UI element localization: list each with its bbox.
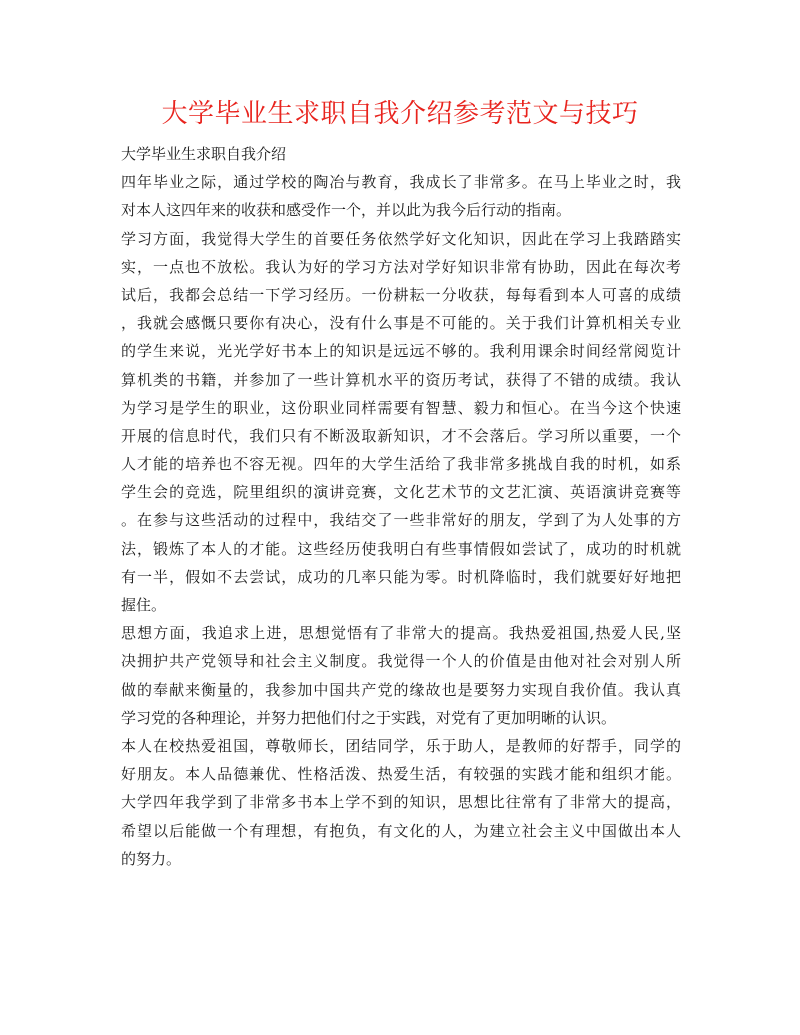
text-line: 希望以后能做一个有理想，有抱负，有文化的人，为建立社会主义中国做出本人 <box>121 821 681 840</box>
text-line: 学习党的各种理论，并努力把他们付之于实践，对党有了更加明晰的认识。 <box>121 708 617 727</box>
document-title: 大学毕业生求职自我介绍参考范文与技巧 <box>161 99 639 129</box>
text-line: 开展的信息时代，我们只有不断汲取新知识，才不会落后。学习所以重要，一个 <box>121 426 681 445</box>
text-line: 的努力。 <box>121 849 182 868</box>
text-line: 。在参与这些活动的过程中，我结交了一些非常好的朋友，学到了为人处事的方 <box>121 511 681 530</box>
text-line: 对本人这四年来的收获和感受作一个，并以此为我今后行动的指南。 <box>121 201 572 220</box>
text-line: 大学四年我学到了非常多书本上学不到的知识，思想比往常有了非常大的提高， <box>121 793 681 812</box>
text-line: 思想方面，我追求上进，思想觉悟有了非常大的提高。我热爱祖国,热爱人民,坚 <box>121 624 681 643</box>
text-line: 握住。 <box>121 596 167 614</box>
document-body <box>121 140 681 873</box>
text-line: 做的奉献来衡量的，我参加中国共产党的缘故也是要努力实现自我价值。我认真 <box>121 680 681 699</box>
text-line: 四年毕业之际，通过学校的陶冶与教育，我成长了非常多。在马上毕业之时，我 <box>121 173 681 192</box>
text-line: 试后，我都会总结一下学习经历。一份耕耘一分收获，每每看到本人可喜的成绩 <box>121 285 681 304</box>
text-line: 好朋友。本人品德兼优、性格活泼、热爱生活，有较强的实践才能和组织才能。 <box>121 765 681 784</box>
text-line: 人才能的培养也不容无视。四年的大学生活给了我非常多挑战自我的时机，如系 <box>121 455 681 474</box>
text-line: 法，锻炼了本人的才能。这些经历使我明白有些事情假如尝试了，成功的时机就 <box>121 539 681 558</box>
text-line: ，我就会感慨只要你有决心，没有什么事是不可能的。关于我们计算机相关专业 <box>121 314 681 333</box>
text-line: 的学生来说，光光学好书本上的知识是远远不够的。我利用课余时间经常阅览计 <box>121 342 681 361</box>
text-line: 实，一点也不放松。我认为好的学习方法对学好知识非常有协助，因此在每次考 <box>121 257 681 276</box>
text-line: 学习方面，我觉得大学生的首要任务依然学好文化知识，因此在学习上我踏踏实 <box>121 229 681 248</box>
document-subtitle: 大学毕业生求职自我介绍 <box>121 145 287 163</box>
text-line: 本人在校热爱祖国，尊敬师长，团结同学，乐于助人，是教师的好帮手，同学的 <box>121 736 681 755</box>
text-line: 学生会的竞选，院里组织的演讲竞赛，文化艺术节的文艺汇演、英语演讲竞赛等 <box>121 483 681 502</box>
paragraph-lines <box>121 168 681 873</box>
text-line: 为学习是学生的职业，这份职业同样需要有智慧、毅力和恒心。在当今这个快速 <box>121 398 681 417</box>
text-line: 算机类的书籍，并参加了一些计算机水平的资历考试，获得了不错的成绩。我认 <box>121 370 681 389</box>
text-line: 有一半，假如不去尝试，成功的几率只能为零。时机降临时，我们就要好好地把 <box>121 567 681 586</box>
text-line: 决拥护共产党领导和社会主义制度。我觉得一个人的价值是由他对社会对别人所 <box>121 652 681 671</box>
